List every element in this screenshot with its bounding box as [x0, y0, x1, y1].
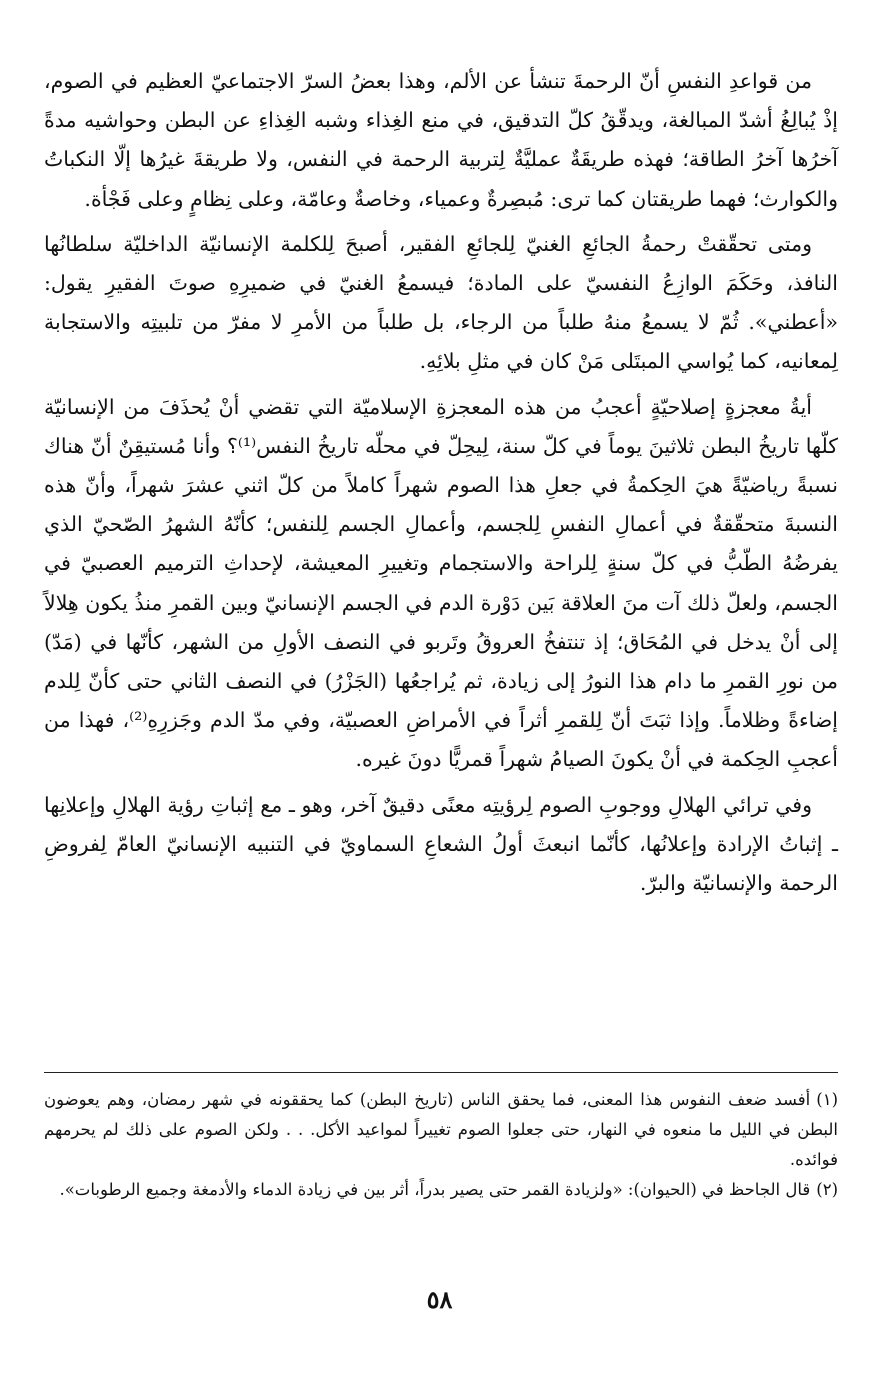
paragraph-1: من قواعدِ النفسِ أنّ الرحمةَ تنشأ عن الألم، وهذا بعضُ السرّ الاجتماعيّ العظيم في الصوم، إذْ يُبالِغُ أشدّ المبالغة، ويدقّقُ كلّ التدقيق، في منع الغِذاء وشبه الغِذاءِ عن البطن وحواشيه مدةً آخرُها آخرُ الطاقة؛ فهذه طريقَةٌ عمليَّةٌ لِتربية الرحمة في النفس، ولا طريقةَ غيرُها إلّا النكباتُ والكوارث؛ فهما طريقتان كما ترى: مُبصِرةٌ وعمياء، وخاصةٌ وعامّة، وعلى نِظامٍ وعلى فَجْأة. [44, 69, 838, 211]
paragraph-4: وفي ترائي الهلالِ ووجوبِ الصوم لِرؤيتِه معنًى دقيقٌ آخر، وهو ـ مع إثباتِ رؤية الهلالِ وإعلانِها ـ إثباتُ الإرادة وإعلانُها، كأنّما انبعثَ أولُ الشعاعِ السماويّ في التنبيه الإنسانيّ العامّ لِفروضِ الرحمة والإنسانيّة والبرّ. [44, 792, 838, 896]
footnote-number: (٢) [816, 1180, 838, 1199]
footnote-text: أفسد ضعف النفوس هذا المعنى، فما يحقق الناس (تاريخ البطن) كما يحققونه في شهر رمضان، وهم يعوضون البطن في الليل ما منعوه في النهار، حتى جعلوا الصوم تغييراً لمواعيد الأكل. . . ولكن الصوم على ذلك لم يحرمهم فوائده. [44, 1090, 838, 1169]
footnote-1 [44, 1085, 838, 1175]
footnotes [44, 1085, 838, 1205]
footnote-2 [44, 1175, 838, 1205]
footnote-text: قال الجاحظ في (الحيوان): «ولزيادة القمر حتى يصير بدراً، أثر بين في زيادة الدماء والأدمغة وجميع الرطوبات». [59, 1180, 811, 1199]
paragraph-2: ومتى تحقّقتْ رحمةُ الجائعِ الغنيّ لِلجائعِ الفقير، أصبحَ لِلكلمة الإنسانيّة الداخليّة سلطانُها النافذ، وحَكَمَ الوازِعُ النفسيّ على المادة؛ فيسمعُ الغنيّ في ضميرِهِ صوتَ الفقيرِ يقول: «أعطني». ثُمّ لا يسمعُ منهُ طلباً من الرجاء، بل طلباً من الأمرِ لا مفرّ من تلبيتِه والاستجابة لِمعانيه، كما يُواسي المبتَلى مَنْ كان في مثلِ بلائِهِ. [44, 231, 838, 374]
footnote-separator [44, 1072, 838, 1073]
main-text [44, 62, 838, 903]
page-number: ٥٨ [426, 1285, 453, 1314]
footnote-number: (١) [816, 1090, 838, 1109]
paragraph-3: أيةُ معجزةٍ إصلاحيّةٍ أعجبُ من هذه المعجزةِ الإسلاميّة التي تقضي أنْ يُحذَفَ من الإنسانيّة كلّها تاريخُ البطن ثلاثينَ يوماً في كلّ سنة، لِيحِلّ في محلّه تاريخُ النفس⁽¹⁾؟ وأنا مُستيقِنٌ أنّ هناك نسبةً رياضيّةً هيَ الحِكمةُ في جعلِ هذا الصوم شهراً كاملاً من كلّ اثني عشرَ شهراً، وأنّ هذه النسبةَ متحقّقةٌ في أعمالِ النفسِ لِلجسم، وأعمالِ الجسم لِلنفس؛ كأنّهُ الشهرُ الصّحيّ الذي يفرضُهُ الطّبُّ في كلّ سنةٍ لِلراحة والاستجمام وتغييرِ المعيشة، لإحداثِ الترميم العصبيّ في الجسم، ولعلّ ذلك آت منَ العلاقة بَين دَوْرة الدم في الجسم الإنسانيّ وبين القمرِ منذُ يكون هِلالاً إلى أنْ يدخل في المُحَاق؛ إذ تنتفخُ العروقُ وتَربو في النصف الأولِ من الشهر، كأنّها في (مَدّ) من نورِ القمرِ ما دام هذا النورُ إلى زيادة، ثم يُراجعُها (الجَزْرُ) في النصف الثاني حتى كأنّ لِلدم إضاءةً وظلاماً. وإذا ثبَتَ أنّ لِلقمرِ أثراً في الأمراضِ العصبيّة، وفي مدّ الدم وجَزرِهِ⁽²⁾، فهذا من أعجبِ الحِكمة في أنْ يكونَ الصيامُ شهراً قمريًّا دونَ غيره. [44, 394, 838, 772]
